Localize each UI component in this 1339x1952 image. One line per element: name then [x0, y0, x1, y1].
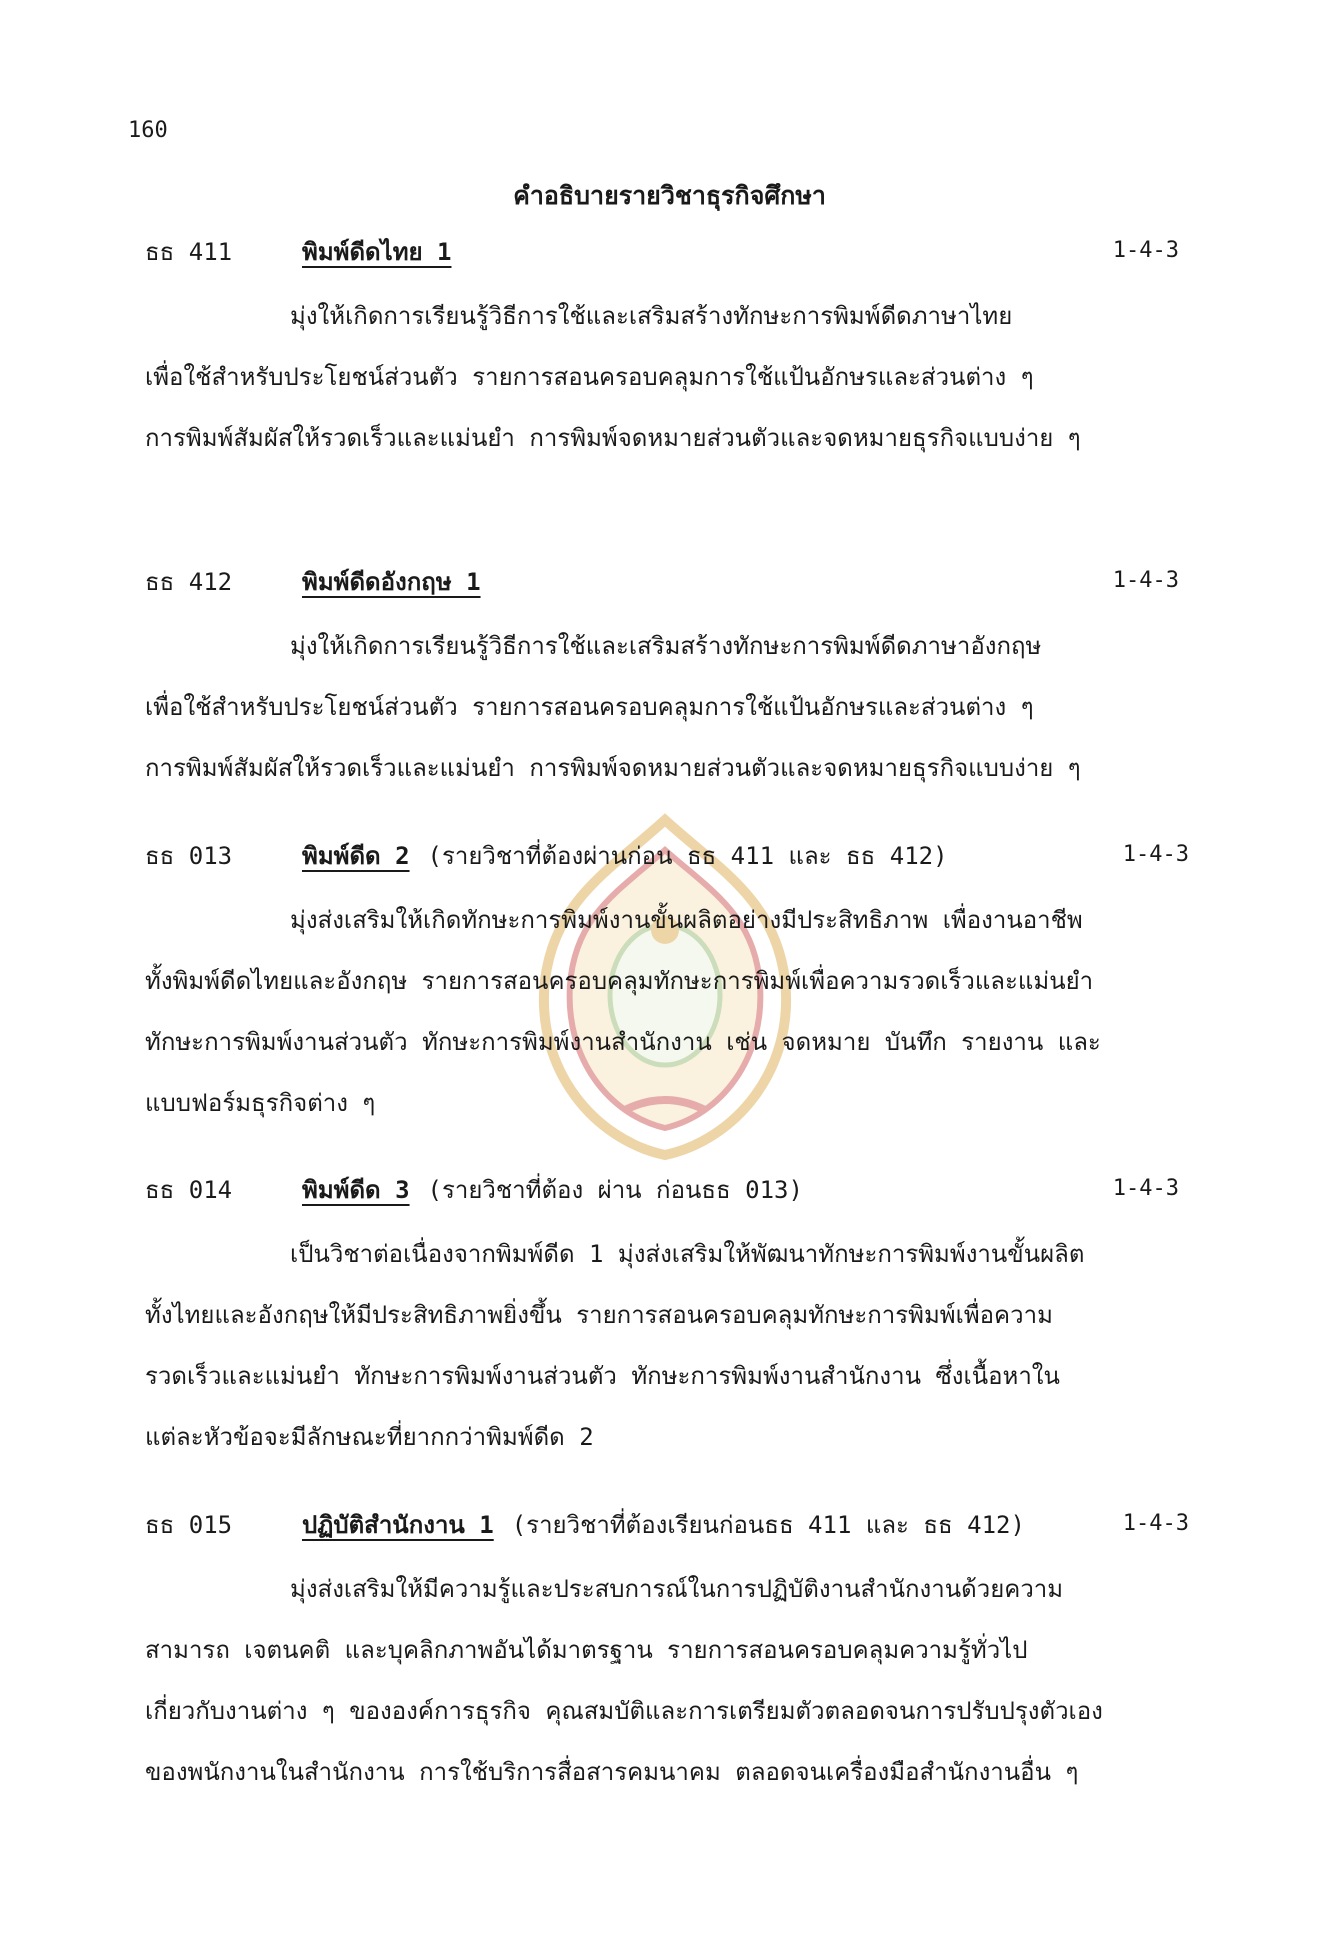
description-line: ทักษะการพิมพ์งานส่วนตัว ทักษะการพิมพ์งานสำนักงาน เช่น จดหมาย บันทึก รายงาน และ — [145, 1028, 1101, 1056]
course-heading — [0, 1505, 1339, 1545]
course-name: ปฏิบัติสำนักงาน 1 — [302, 1511, 494, 1539]
page-number: 160 — [128, 118, 168, 143]
course-code: ธธ 013 — [145, 842, 233, 870]
description-line: การพิมพ์สัมผัสให้รวดเร็วและแม่นยำ การพิมพ์จดหมายส่วนตัวและจดหมายธุรกิจแบบง่าย ๆ — [145, 754, 1081, 782]
course-code: ธธ 015 — [145, 1511, 233, 1539]
course-description — [0, 1567, 1339, 1811]
description-line: รวดเร็วและแม่นยำ ทักษะการพิมพ์งานส่วนตัว ทักษะการพิมพ์งานสำนักงาน ซึ่งเนื้อหาใน — [145, 1362, 1060, 1390]
course-name: พิมพ์ดีดไทย 1 — [302, 238, 452, 266]
description-line: แต่ละหัวข้อจะมีลักษณะที่ยากกว่าพิมพ์ดีด 2 — [145, 1423, 594, 1451]
description-line: เกี่ยวกับงานต่าง ๆ ขององค์การธุรกิจ คุณสมบัติและการเตรียมตัวตลอดจนการปรับปรุงตัวเอง — [145, 1697, 1103, 1725]
course-block — [0, 232, 1339, 477]
description-line: มุ่งส่งเสริมให้เกิดทักษะการพิมพ์งานขั้นผลิตอย่างมีประสิทธิภาพ เพื่องานอาชีพ — [290, 906, 1083, 934]
description-line: เพื่อใช้สำหรับประโยชน์ส่วนตัว รายการสอนครอบคลุมการใช้แป้นอักษรและส่วนต่าง ๆ — [145, 363, 1034, 391]
course-description — [0, 294, 1339, 477]
course-prerequisite: (รายวิชาที่ต้อง ผ่าน ก่อนธธ 013) — [427, 1176, 803, 1204]
course-description — [0, 1232, 1339, 1476]
course-heading — [0, 562, 1339, 602]
course-code: ธธ 014 — [145, 1176, 233, 1204]
description-line: แบบฟอร์มธุรกิจต่าง ๆ — [145, 1089, 376, 1117]
description-line: ของพนักงานในสำนักงาน การใช้บริการสื่อสารคมนาคม ตลอดจนเครื่องมือสำนักงานอื่น ๆ — [145, 1758, 1079, 1786]
course-prerequisite: (รายวิชาที่ต้องเรียนก่อนธธ 411 และ ธธ 412) — [511, 1511, 1025, 1539]
course-description — [0, 898, 1339, 1142]
course-credits: 1-4-3 — [1112, 1176, 1179, 1201]
course-name: พิมพ์ดีดอังกฤษ 1 — [302, 568, 481, 596]
course-block — [0, 1170, 1339, 1476]
description-line: มุ่งให้เกิดการเรียนรู้วิธีการใช้และเสริมสร้างทักษะการพิมพ์ดีดภาษาอังกฤษ — [290, 632, 1042, 660]
course-heading — [0, 232, 1339, 272]
course-code: ธธ 411 — [145, 238, 233, 266]
course-block — [0, 836, 1339, 1142]
course-description — [0, 624, 1339, 807]
description-line: ทั้งพิมพ์ดีดไทยและอังกฤษ รายการสอนครอบคลุมทักษะการพิมพ์เพื่อความรวดเร็วและแม่นยำ — [145, 967, 1094, 995]
description-line: เป็นวิชาต่อเนื่องจากพิมพ์ดีด 1 มุ่งส่งเสริมให้พัฒนาทักษะการพิมพ์งานขั้นผลิต — [290, 1240, 1085, 1268]
course-block — [0, 1505, 1339, 1811]
course-name-group — [302, 844, 948, 868]
course-block — [0, 562, 1339, 807]
description-line: มุ่งให้เกิดการเรียนรู้วิธีการใช้และเสริมสร้างทักษะการพิมพ์ดีดภาษาไทย — [290, 302, 1013, 330]
description-line: มุ่งส่งเสริมให้มีความรู้และประสบการณ์ในการปฏิบัติงานสำนักงานด้วยความ — [290, 1575, 1064, 1603]
course-name-group — [302, 1513, 1025, 1537]
course-prerequisite: (รายวิชาที่ต้องผ่านก่อน ธธ 411 และ ธธ 412) — [427, 842, 948, 870]
course-credits: 1-4-3 — [1112, 238, 1179, 263]
course-code: ธธ 412 — [145, 568, 233, 596]
course-credits: 1-4-3 — [1122, 1511, 1189, 1536]
page-title: คำอธิบายรายวิชาธุรกิจศึกษา — [513, 181, 826, 210]
course-name-group — [302, 240, 451, 264]
description-line: สามารถ เจตนคติ และบุคลิกภาพอันได้มาตรฐาน รายการสอนครอบคลุมความรู้ทั่วไป — [145, 1636, 1028, 1664]
course-credits: 1-4-3 — [1112, 568, 1179, 593]
course-name: พิมพ์ดีด 3 — [302, 1176, 410, 1204]
description-line: การพิมพ์สัมผัสให้รวดเร็วและแม่นยำ การพิมพ์จดหมายส่วนตัวและจดหมายธุรกิจแบบง่าย ๆ — [145, 424, 1081, 452]
course-name-group — [302, 1178, 803, 1202]
description-line: เพื่อใช้สำหรับประโยชน์ส่วนตัว รายการสอนครอบคลุมการใช้แป้นอักษรและส่วนต่าง ๆ — [145, 693, 1034, 721]
description-line: ทั้งไทยและอังกฤษให้มีประสิทธิภาพยิ่งขึ้น รายการสอนครอบคลุมทักษะการพิมพ์เพื่อความ — [145, 1301, 1053, 1329]
course-heading — [0, 1170, 1339, 1210]
course-heading — [0, 836, 1339, 876]
course-name-group — [302, 570, 481, 594]
course-name: พิมพ์ดีด 2 — [302, 842, 410, 870]
course-credits: 1-4-3 — [1122, 842, 1189, 867]
